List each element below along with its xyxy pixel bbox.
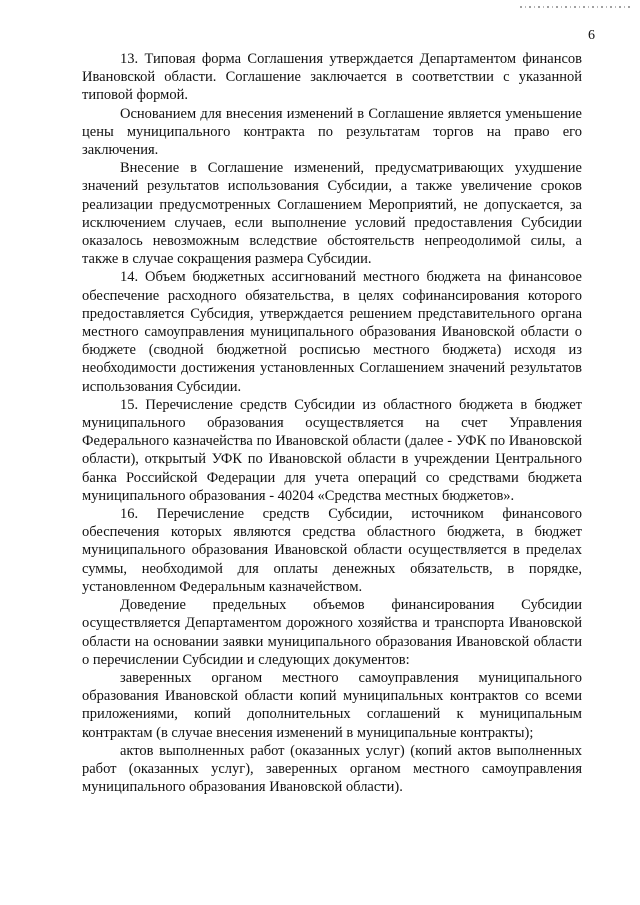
document-body (82, 50, 582, 796)
paragraph-funding-limits: Доведение предельных объемов финансирования Субсидии осуществляется Департаментом дорожного хозяйства и транспорта Ивановской области на основании заявки муниципального образования Ивановской области о перечислении Субсидии и следующих документов: (82, 597, 582, 668)
paragraph-document-contracts: заверенных органом местного самоуправления муниципального образования Ивановской области копий муниципальных контрактов со всеми приложениями, копий дополнительных соглашений к муниципальным контрактам (в случае внесения изменений в муниципальные контракты); (82, 669, 582, 741)
paragraph-13: 13. Типовая форма Соглашения утверждается Департаментом финансов Ивановской области. Соглашение заключается в соответствии с указанной типовой формой. (82, 51, 582, 104)
paragraph-16: 16. Перечисление средств Субсидии, источником финансового обеспечения которых являются средства областного бюджета, в бюджет муниципального образования Ивановской области осуществляется в пределах суммы, необходимой для оплаты денежных обязательств, в порядке, установленном Федеральным казначейством. (82, 506, 582, 595)
page-number: 6 (588, 28, 595, 43)
paragraph-document-acts: актов выполненных работ (оказанных услуг) (копий актов выполненных работ (оказанных услуг), заверенных органом местного самоуправления муниципального образования Ивановской области). (82, 742, 582, 796)
paragraph-amendment-basis: Основанием для внесения изменений в Соглашение является уменьшение цены муниципального контракта по результатам торгов на право его заключения. (82, 105, 582, 159)
paragraph-14: 14. Объем бюджетных ассигнований местного бюджета на финансовое обеспечение расходного обязательства, в целях софинансирования которого предоставляется Субсидия, утверждается решением представительного органа местного самоуправления муниципального образования Ивановской области о бюджете (сводной бюджетной росписью местного бюджета) исходя из необходимости достижения установленных Соглашением значений результатов использования Субсидии. (82, 269, 582, 395)
paragraph-amendment-limits: Внесение в Соглашение изменений, предусматривающих ухудшение значений результатов использования Субсидии, а также увеличение сроков реализации предусмотренных Соглашением Мероприятий, не допускается, за исключением случаев, если выполнение условий предоставления Субсидии оказалось невозможным вследствие обстоятельств непреодолимой силы, а также в случае сокращения размера Субсидии. (82, 160, 582, 268)
paragraph-15: 15. Перечисление средств Субсидии из областного бюджета в бюджет муниципального образования осуществляется на счет Управления Федерального казначейства по Ивановской области (далее - УФК по Ивановской области), открытый УФК по Ивановской области в учреждении Центрального банка Российской Федерации для учета операций со средствами бюджета муниципального образования - 40204 «Средства местных бюджетов». (82, 396, 582, 504)
scan-artifact (520, 6, 630, 8)
